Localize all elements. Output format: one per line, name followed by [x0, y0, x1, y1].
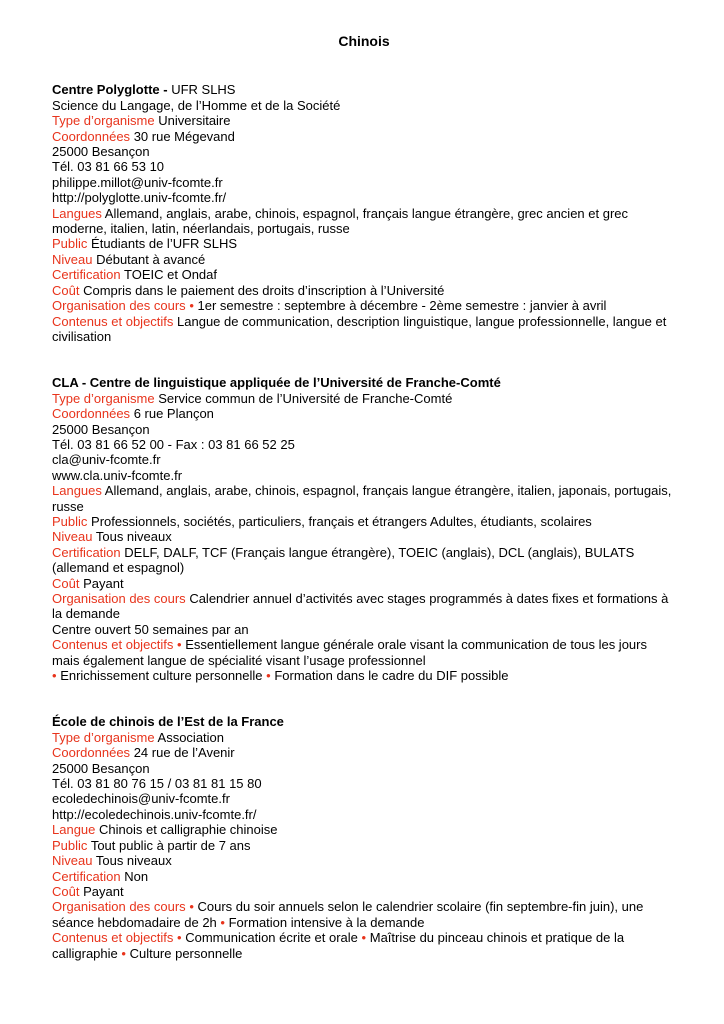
field-organisation	[52, 591, 676, 622]
field-label: Langues	[52, 483, 102, 499]
field-niveau	[52, 252, 676, 267]
field-value: Formation dans le cadre du DIF possible	[274, 668, 509, 684]
field-value: DELF, DALF, TCF (Français langue étrangère), TOEIC (anglais), DCL (anglais), BULATS (allemand et espagnol)	[52, 544, 635, 576]
field-coordonnees	[52, 406, 676, 421]
field-value: 1er semestre : septembre à décembre - 2ème semestre : janvier à avril	[197, 298, 607, 314]
field-value: Formation intensive à la demande	[228, 914, 425, 930]
field-public	[52, 236, 676, 251]
field-value: TOEIC et Ondaf	[124, 267, 217, 283]
field-label: Niveau	[52, 853, 93, 869]
field-label: Contenus et objectifs	[52, 313, 174, 329]
entry-cla	[52, 375, 676, 683]
phone-line: Tél. 03 81 66 53 10	[52, 159, 165, 175]
entry-subtitle: Science du Langage, de l’Homme et de la Société	[52, 97, 341, 113]
field-value: Association	[157, 729, 225, 745]
bullet-icon: •	[220, 914, 225, 930]
field-value: Enrichissement culture personnelle	[60, 668, 263, 684]
contenus-more	[52, 668, 676, 683]
field-label: Public	[52, 513, 88, 529]
field-value: Culture personnelle	[129, 945, 243, 961]
page-title: Chinois	[338, 33, 390, 49]
field-label: Coordonnées	[52, 128, 131, 144]
field-value: Calendrier annuel d’activités avec stages programmés à dates fixes et formations à la demande	[52, 591, 669, 622]
field-label: Organisation des cours	[52, 591, 186, 606]
bullet-icon: •	[189, 298, 194, 314]
field-value: Tous niveaux	[95, 853, 172, 869]
field-langues	[52, 206, 676, 237]
email-line: cla@univ-fcomte.fr	[52, 452, 161, 468]
field-cout	[52, 884, 676, 899]
field-type	[52, 391, 676, 406]
bullet-icon: •	[177, 930, 182, 946]
field-value: Service commun de l’Université de Franche-Comté	[158, 390, 453, 406]
field-label: Niveau	[52, 529, 93, 545]
field-label: Type d’organisme	[52, 113, 155, 129]
field-label: Niveau	[52, 251, 93, 267]
field-label: Certification	[52, 267, 121, 283]
web-line: www.cla.univ-fcomte.fr	[52, 467, 183, 483]
field-contenus	[52, 930, 676, 961]
field-value: Compris dans le paiement des droits d’inscription à l’Université	[83, 282, 445, 298]
field-value: Payant	[83, 883, 124, 899]
web-line: http://polyglotte.univ-fcomte.fr/	[52, 190, 227, 206]
field-niveau	[52, 853, 676, 868]
field-public	[52, 514, 676, 529]
field-value: Universitaire	[158, 113, 231, 129]
bullet-icon: •	[361, 930, 367, 946]
field-coordonnees	[52, 129, 676, 144]
field-cout	[52, 283, 676, 298]
field-type	[52, 113, 676, 128]
entry-name-suffix: UFR SLHS	[171, 82, 236, 98]
field-label: Organisation des cours	[52, 899, 186, 915]
field-value: Tous niveaux	[95, 529, 172, 545]
field-value: Langue de communication, description linguistique, langue professionnelle, langue et civilisation	[52, 313, 667, 344]
field-coordonnees	[52, 745, 676, 760]
field-value: 6 rue Plançon	[133, 406, 214, 422]
bullet-icon: •	[52, 668, 57, 684]
field-value: Non	[124, 868, 149, 884]
field-niveau	[52, 529, 676, 544]
entry-heading	[52, 82, 676, 97]
field-value: Communication écrite et orale	[185, 930, 358, 946]
field-certification	[52, 267, 676, 282]
field-value: Allemand, anglais, arabe, chinois, espagnol, français langue étrangère, italien, japonais, portugais, russe	[52, 483, 672, 514]
field-value: Chinois et calligraphie chinoise	[99, 822, 278, 838]
phone-line: Tél. 03 81 80 76 15 / 03 81 81 15 80	[52, 776, 262, 792]
field-value: Essentiellement langue générale orale visant la communication de tous les jours mais également langue de spécialité visant l’usage professionnel	[52, 637, 647, 668]
field-label: Public	[52, 236, 88, 252]
phone-line: Tél. 03 81 66 52 00 - Fax : 03 81 66 52 25	[52, 436, 295, 452]
field-label: Type d’organisme	[52, 729, 155, 745]
entry-centre-polyglotte	[52, 82, 676, 344]
field-value: Débutant à avancé	[96, 251, 206, 267]
email-line: philippe.millot@univ-fcomte.fr	[52, 174, 223, 190]
field-cout	[52, 576, 676, 591]
field-public	[52, 838, 676, 853]
field-label: Coût	[52, 883, 80, 899]
city-line: 25000 Besançon	[52, 144, 150, 160]
org-extra-line: Centre ouvert 50 semaines par an	[52, 621, 249, 637]
field-label: Certification	[52, 544, 121, 560]
entry-name: CLA - Centre de linguistique appliquée de l’Université de Franche-Comté	[52, 375, 501, 391]
field-label: Langue	[52, 822, 96, 838]
field-value: Tout public à partir de 7 ans	[90, 837, 251, 853]
field-type	[52, 730, 676, 745]
field-label: Coût	[52, 282, 80, 298]
bullet-icon: •	[189, 899, 194, 915]
field-value: Professionnels, sociétés, particuliers, français et étrangers Adultes, étudiants, scolaires	[91, 513, 592, 529]
bullet-icon: •	[266, 668, 271, 684]
field-label: Type d’organisme	[52, 390, 155, 406]
field-value: 30 rue Mégevand	[133, 128, 235, 144]
field-contenus	[52, 314, 676, 345]
field-organisation	[52, 298, 676, 313]
entry-name: Centre Polyglotte -	[52, 82, 172, 98]
field-contenus	[52, 637, 676, 668]
field-label: Organisation des cours	[52, 298, 186, 314]
field-value: Allemand, anglais, arabe, chinois, espagnol, français langue étrangère, grec ancien et grec moderne, italien, latin, néerlandais, portugais, russe	[52, 205, 629, 237]
field-organisation	[52, 899, 676, 930]
city-line: 25000 Besançon	[52, 421, 150, 437]
field-label: Langues	[52, 205, 102, 221]
email-line: ecoledechinois@univ-fcomte.fr	[52, 791, 230, 807]
bullet-icon: •	[177, 637, 182, 653]
field-value: Payant	[83, 575, 124, 591]
web-line: http://ecoledechinois.univ-fcomte.fr/	[52, 806, 257, 822]
field-langues	[52, 483, 676, 514]
field-value: Cours du soir annuels selon le calendrier scolaire (fin septembre-fin juin), une séance hebdomadaire de 2h	[52, 899, 644, 930]
document-page	[52, 34, 676, 992]
field-label: Coordonnées	[52, 406, 131, 422]
field-value: Étudiants de l’UFR SLHS	[91, 236, 237, 252]
field-label: Coût	[52, 575, 80, 591]
entry-name: École de chinois de l’Est de la France	[52, 714, 284, 730]
field-value: 24 rue de l’Avenir	[133, 745, 235, 761]
field-certification	[52, 545, 676, 576]
field-label: Coordonnées	[52, 745, 131, 761]
field-certification	[52, 869, 676, 884]
field-label: Public	[52, 837, 88, 853]
field-label: Contenus et objectifs	[52, 930, 174, 946]
entry-ecole-chinois	[52, 714, 676, 961]
city-line: 25000 Besançon	[52, 760, 150, 776]
bullet-icon: •	[121, 945, 126, 961]
field-value: Maîtrise du pinceau chinois et pratique de la calligraphie	[52, 930, 625, 961]
field-langue	[52, 822, 676, 837]
field-label: Certification	[52, 868, 121, 884]
field-label: Contenus et objectifs	[52, 637, 174, 653]
